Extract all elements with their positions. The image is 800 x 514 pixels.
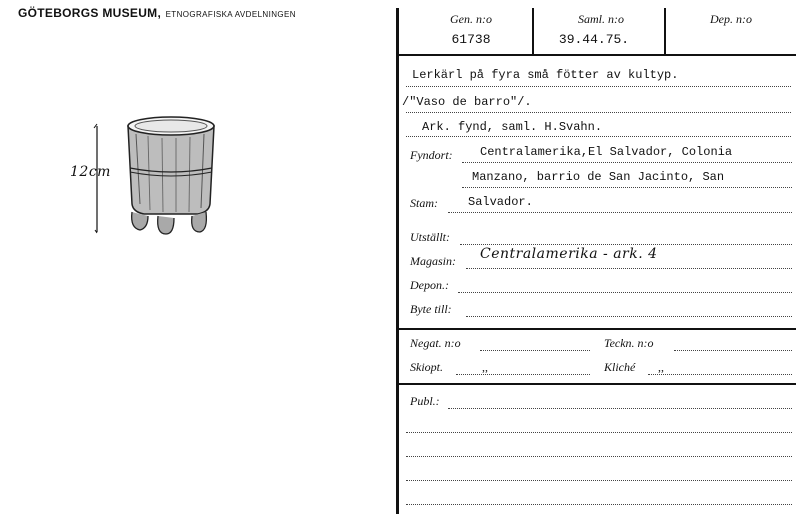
kliche-value: ,,	[658, 360, 664, 374]
magasin-value: Centralamerika - ark. 4	[480, 246, 658, 262]
description-line-2: /"Vaso de barro"/.	[402, 95, 532, 109]
utstallt-label: Utställt:	[410, 230, 451, 244]
magasin-label: Magasin:	[410, 254, 456, 268]
header-rule	[396, 54, 796, 56]
section-rule	[396, 383, 796, 385]
catalogue-card	[396, 8, 800, 514]
negat-label: Negat. n:o	[410, 336, 461, 350]
dep-no-label: Dep. n:o	[710, 12, 752, 26]
column-divider	[532, 8, 534, 54]
fyndort-line-3: Salvador.	[468, 195, 533, 209]
gen-no-value: 61738	[451, 32, 491, 47]
saml-no-label: Saml. n:o	[578, 12, 624, 26]
description-line-1: Lerkärl på fyra små fötter av kultyp.	[412, 68, 679, 82]
skiopt-label: Skiopt.	[410, 360, 443, 374]
card-left-border	[396, 8, 399, 514]
museum-name: GÖTEBORGS MUSEUM,	[18, 6, 162, 20]
column-divider	[664, 8, 666, 54]
teckn-label: Teckn. n:o	[604, 336, 654, 350]
depon-label: Depon.:	[410, 278, 449, 292]
byte-till-label: Byte till:	[410, 302, 452, 316]
section-rule	[396, 328, 796, 330]
publ-label: Publ.:	[410, 394, 440, 408]
vessel-drawing	[66, 112, 236, 242]
size-label: 12cm	[70, 164, 111, 180]
saml-no-value: 39.44.75.	[558, 32, 630, 47]
kliche-label: Kliché	[604, 360, 636, 374]
museum-header	[18, 4, 296, 22]
department-name: ETNOGRAFISKA AVDELNINGEN	[165, 10, 296, 19]
skiopt-value: ,,	[482, 360, 488, 374]
stam-label: Stam:	[410, 196, 438, 210]
fyndort-line-2: Manzano, barrio de San Jacinto, San	[472, 170, 725, 184]
gen-no-label: Gen. n:o	[450, 12, 492, 26]
description-line-3: Ark. fynd, saml. H.Svahn.	[422, 120, 603, 134]
fyndort-line-1: Centralamerika,El Salvador, Colonia	[480, 145, 733, 159]
fyndort-label: Fyndort:	[410, 148, 453, 162]
